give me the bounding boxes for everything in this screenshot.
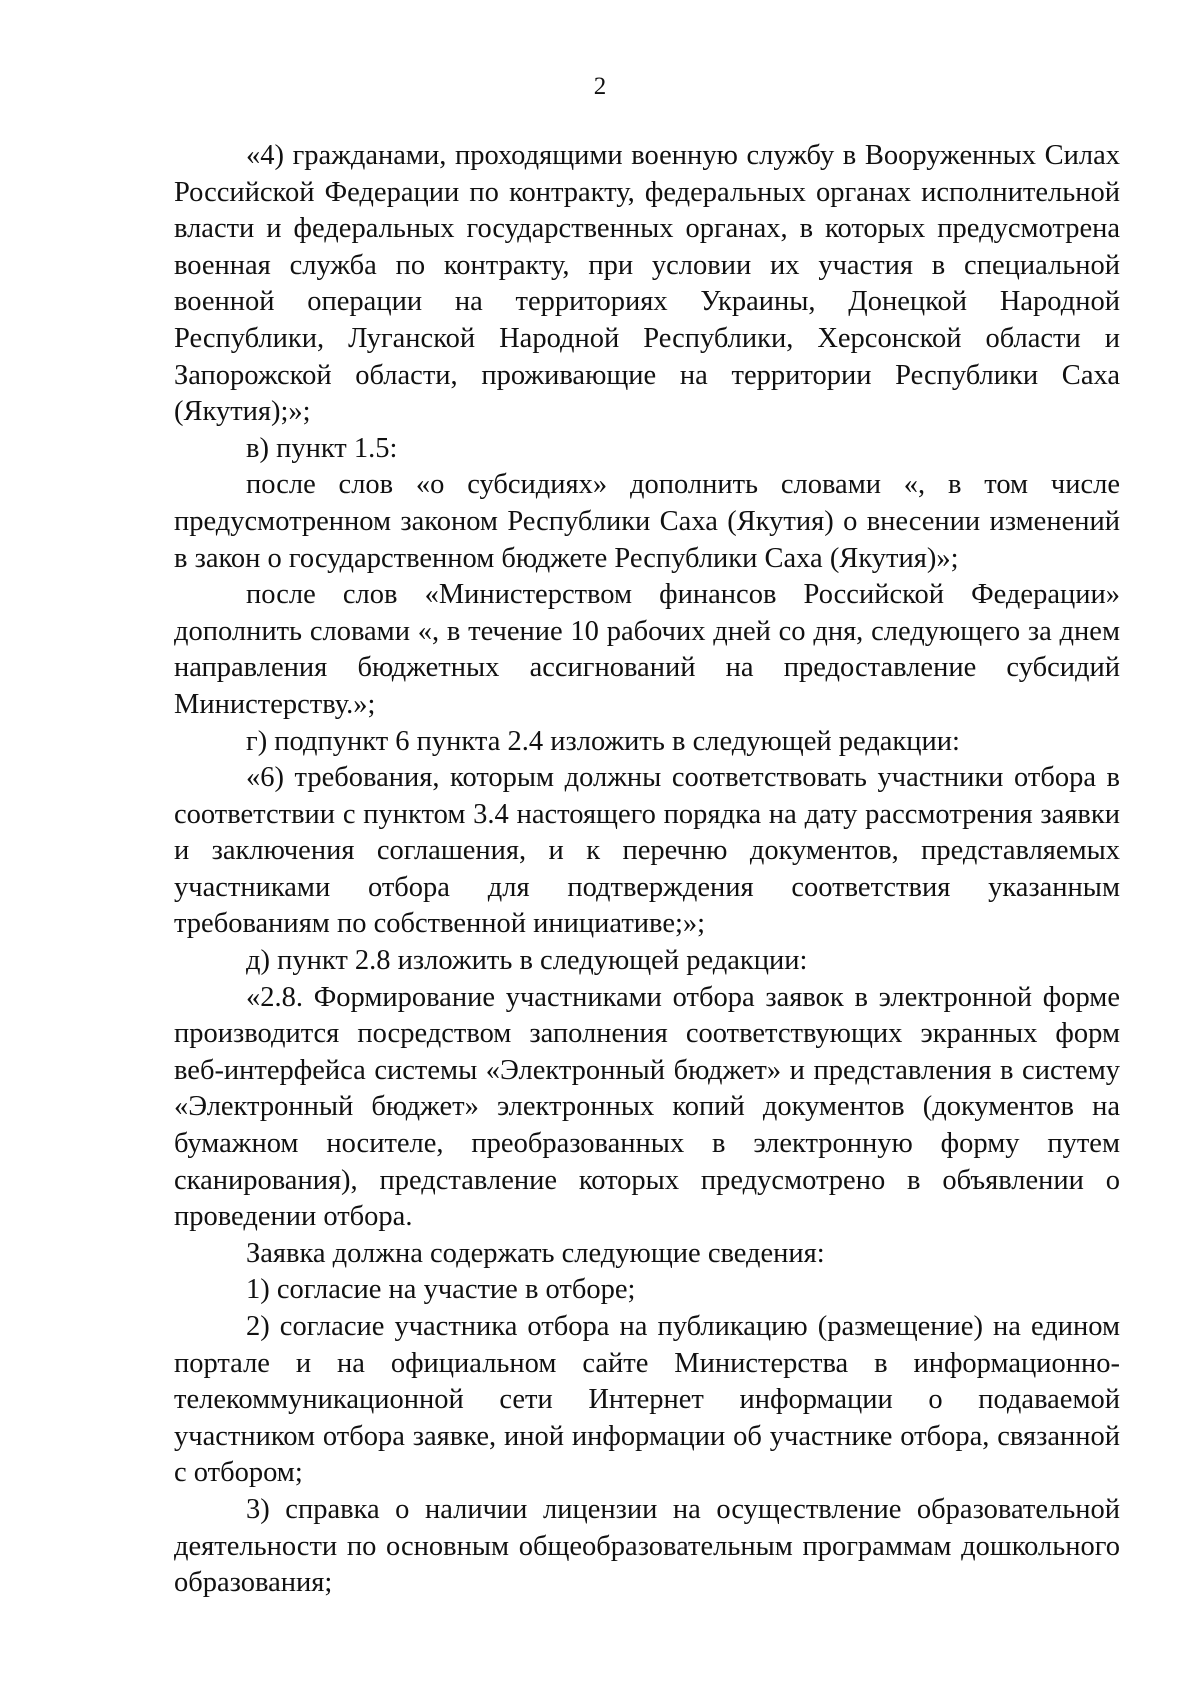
- paragraph-after-words-ministry-of-finance: после слов «Министерством финансов Российской Федерации» дополнить словами «, в течение 10 рабочих дней со дня, следующего за днем направления бюджетных ассигнований на предоставление субсидий Министерству.»;: [174, 579, 1120, 720]
- paragraph-list-item-1-consent: 1) согласие на участие в отборе;: [246, 1274, 636, 1306]
- paragraph-after-words-subsidies: после слов «о субсидиях» дополнить словами «, в том числе предусмотренном законом Республики Саха (Якутия) о внесении изменений в закон о государственном бюджете Республики Саха (Якутия)»;: [174, 469, 1120, 574]
- document-body: [174, 138, 1120, 1602]
- paragraph-item-v-clause-1-5: в) пункт 1.5:: [246, 432, 398, 464]
- paragraph-list-item-2-publication-consent: 2) согласие участника отбора на публикацию (размещение) на едином портале и на официальном сайте Министерства в информационно-телекоммуникационной сети Интернет информации о подаваемой участником отбора заявке, иной информации об участнике отбора, связанной с отбором;: [174, 1311, 1120, 1489]
- paragraph-clause-2-8-electronic-budget: «2.8. Формирование участниками отбора заявок в электронной форме производится посредством заполнения соответствующих экранных форм веб-интерфейса системы «Электронный бюджет» и представления в систему «Электронный бюджет» электронных копий документов (документов на бумажном носителе, преобразованных в электронную форму путем сканирования), представление которых предусмотрено в объявлении о проведении отбора.: [174, 981, 1120, 1233]
- paragraph-item-g-subclause-6: г) подпункт 6 пункта 2.4 изложить в следующей редакции:: [246, 725, 960, 757]
- page-number: 2: [593, 73, 607, 100]
- paragraph-subitem-4-servicemen: «4) гражданами, проходящими военную службу в Вооруженных Силах Российской Федерации по контракту, федеральных органах исполнительной власти и федеральных государственных органах, в которых предусмотрена военная служба по контракту, при условии их участия в специальной военной операции на территориях Украины, Донецкой Народной Республики, Луганской Народной Республики, Херсонской области и Запорожской области, проживающие на территории Республики Саха (Якутия);»;: [174, 140, 1120, 428]
- paragraph-item-d-clause-2-8: д) пункт 2.8 изложить в следующей редакции:: [246, 945, 808, 977]
- paragraph-subclause-6-requirements: «6) требования, которым должны соответствовать участники отбора в соответствии с пунктом 3.4 настоящего порядка на дату рассмотрения заявки и заключения соглашения, и к перечню документов, представляемых участниками отбора для подтверждения соответствия указанным требованиям по собственной инициативе;»;: [174, 762, 1120, 940]
- paragraph-list-item-3-license: 3) справка о наличии лицензии на осуществление образовательной деятельности по основным общеобразовательным программам дошкольного образования;: [174, 1493, 1120, 1599]
- paragraph-application-contents: Заявка должна содержать следующие сведения:: [246, 1237, 825, 1269]
